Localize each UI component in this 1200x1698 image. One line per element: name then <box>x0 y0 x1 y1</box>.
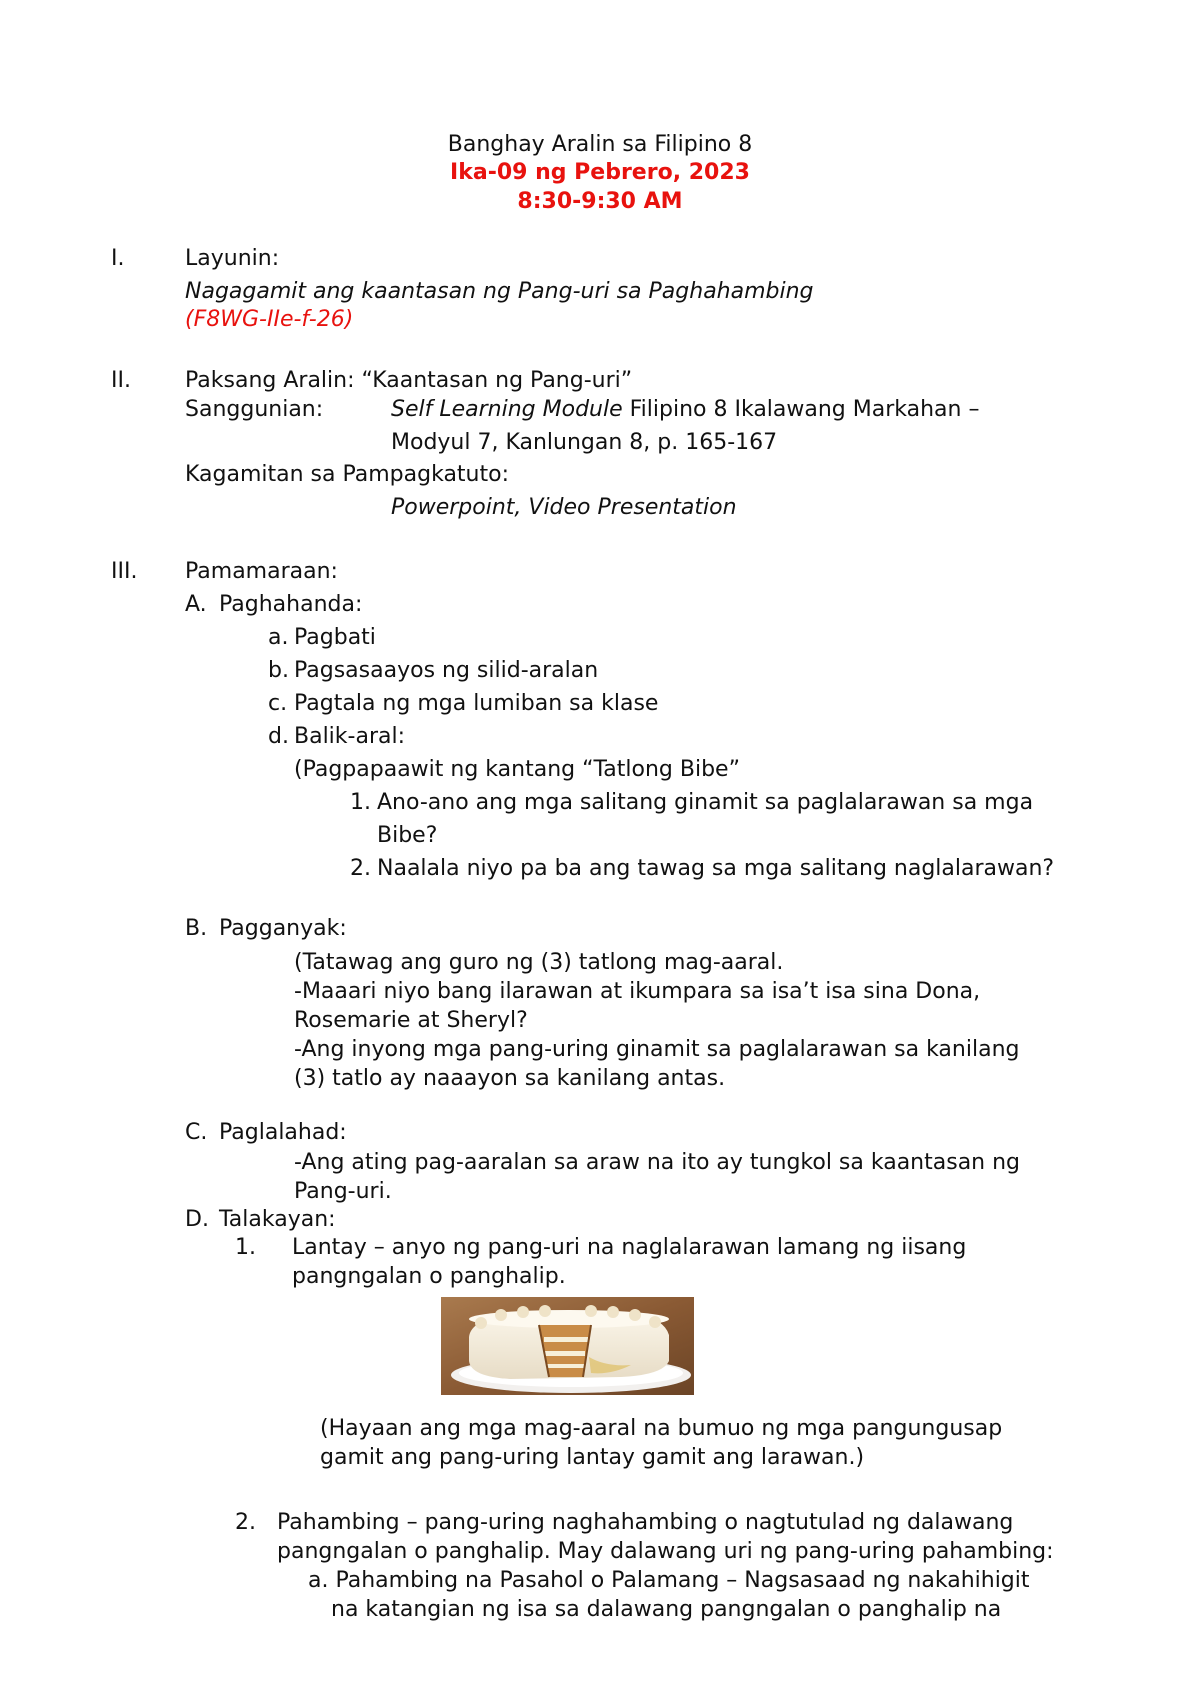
list-item-letter: b. <box>268 658 289 683</box>
note-line-1: (Hayaan ang mga mag-aaral na bumuo ng mga pangungusap <box>320 1416 1003 1441</box>
pagganyak-line: -Ang inyong mga pang-uring ginamit sa paglalarawan sa kanilang <box>294 1037 1020 1062</box>
section-1-label: Layunin: <box>185 246 280 271</box>
discussion-2-line-1: Pahambing – pang-uring naghahambing o nagtutulad ng dalawang <box>277 1510 1014 1535</box>
list-item: Pagsasaayos ng silid-aralan <box>294 658 599 683</box>
section-2-number: II. <box>111 368 131 393</box>
sanggunian-line-2: Modyul 7, Kanlungan 8, p. 165-167 <box>391 430 778 455</box>
lesson-date: Ika-09 ng Pebrero, 2023 <box>450 160 750 185</box>
discussion-1-number: 1. <box>235 1235 256 1260</box>
list-item-letter: c. <box>268 691 288 716</box>
note-line-2: gamit ang pang-uring lantay gamit ang larawan.) <box>320 1445 865 1470</box>
sanggunian-value <box>391 399 979 421</box>
part-d-letter: D. <box>185 1207 209 1232</box>
discussion-2-number: 2. <box>235 1510 256 1535</box>
question-1-line-1: Ano-ano ang mga salitang ginamit sa paglalarawan sa mga <box>377 790 1034 815</box>
pagganyak-line: -Maaari niyo bang ilarawan at ikumpara sa isa’t isa sina Dona, <box>294 979 981 1004</box>
document-title: Banghay Aralin sa Filipino 8 <box>447 132 753 157</box>
list-item-letter: a. <box>268 625 289 650</box>
kagamitan-value: Powerpoint, Video Presentation <box>391 495 737 520</box>
sanggunian-title: Self Learning Module <box>391 397 623 422</box>
song-instruction: (Pagpapaawit ng kantang “Tatlong Bibe” <box>294 757 740 782</box>
sanggunian-rest: Filipino 8 Ikalawang Markahan – <box>622 397 980 422</box>
list-item: Pagtala ng mga lumiban sa klase <box>294 691 659 716</box>
question-2-number: 2. <box>350 856 371 881</box>
competency-code: (F8WG-IIe-f-26) <box>185 307 354 332</box>
section-3-label: Pamamaraan: <box>185 559 338 584</box>
paksang-aralin: Paksang Aralin: “Kaantasan ng Pang-uri” <box>185 368 633 393</box>
list-item: Pagbati <box>294 625 376 650</box>
part-b-letter: B. <box>185 916 208 941</box>
kagamitan-label: Kagamitan sa Pampagkatuto: <box>185 462 509 487</box>
list-item-letter: d. <box>268 724 289 749</box>
question-1-number: 1. <box>350 790 371 815</box>
objective-text: Nagagamit ang kaantasan ng Pang-uri sa Paghahambing <box>185 279 814 304</box>
part-c-letter: C. <box>185 1120 208 1145</box>
discussion-1-line-2: pangngalan o panghalip. <box>292 1264 566 1289</box>
cake-image <box>441 1297 694 1395</box>
discussion-2-sub-line-2: na katangian ng isa sa dalawang pangngalan o panghalip na <box>331 1597 1002 1622</box>
discussion-2-sub-line-1: a. Pahambing na Pasahol o Palamang – Nagsasaad ng nakahihigit <box>308 1568 1030 1593</box>
pagganyak-line: Rosemarie at Sheryl? <box>294 1008 528 1033</box>
list-item: Balik-aral: <box>294 724 406 749</box>
paglalahad-line: -Ang ating pag-aaralan sa araw na ito ay tungkol sa kaantasan ng <box>294 1150 1021 1175</box>
paglalahad-line: Pang-uri. <box>294 1179 392 1204</box>
pagganyak-line: (Tatawag ang guro ng (3) tatlong mag-aaral. <box>294 950 784 975</box>
discussion-2-line-2: pangngalan o panghalip. May dalawang uri ng pang-uring pahambing: <box>277 1539 1054 1564</box>
lesson-time: 8:30-9:30 AM <box>517 189 683 214</box>
part-a-title: Paghahanda: <box>219 592 363 617</box>
question-2: Naalala niyo pa ba ang tawag sa mga salitang naglalarawan? <box>377 856 1055 881</box>
section-1-number: I. <box>111 246 125 271</box>
part-a-letter: A. <box>185 592 207 617</box>
part-c-title: Paglalahad: <box>219 1120 347 1145</box>
discussion-1-line-1: Lantay – anyo ng pang-uri na naglalarawan lamang ng iisang <box>292 1235 967 1260</box>
part-b-title: Pagganyak: <box>219 916 347 941</box>
pagganyak-line: (3) tatlo ay naaayon sa kanilang antas. <box>294 1066 726 1091</box>
sanggunian-label: Sanggunian: <box>185 397 324 422</box>
question-1-line-2: Bibe? <box>377 823 438 848</box>
section-3-number: III. <box>111 559 138 584</box>
part-d-title: Talakayan: <box>219 1207 336 1232</box>
